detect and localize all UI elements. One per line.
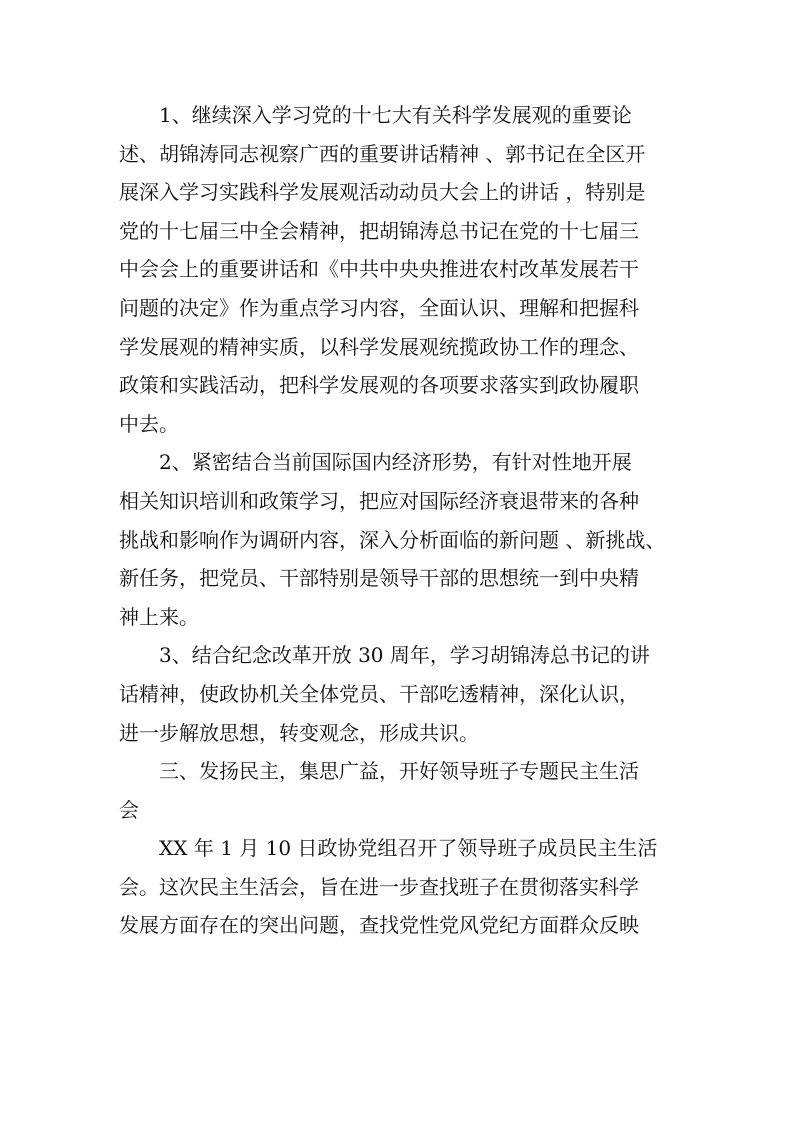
text-line: 述、胡锦涛同志视察广西的重要讲话精神 、郭书记在全区开 (119, 141, 646, 166)
text-line: 会。这次民主生活会，旨在进一步查找班子在贯彻落实科学 (119, 874, 639, 899)
text-line: 中去。 (119, 411, 179, 436)
text-line: 2、紧密结合当前国际国内经济形势，有针对性地开展 (159, 450, 632, 475)
text-line: 挑战和影响作为调研内容，深入分析面临的新问题 、新挑战、 (119, 527, 666, 552)
text-line: 学发展观的精神实质，以科学发展观统揽政协工作的理念、 (119, 334, 639, 359)
section-heading-line: 会 (119, 797, 139, 822)
text-line: 相关知识培训和政策学习，把应对国际经济衰退带来的各种 (119, 488, 639, 513)
text-line: 发展方面存在的突出问题，查找党性党风党纪方面群众反映 (119, 913, 639, 938)
text-line: 神上来。 (119, 604, 199, 629)
text-line: 进一步解放思想，转变观念，形成共识。 (119, 720, 479, 745)
text-line: 话精神，使政协机关全体党员、干部吃透精神，深化认识， (119, 681, 639, 706)
section-heading-line: 三、发扬民主，集思广益，开好领导班子专题民主生活 (159, 759, 639, 784)
text-line: 3、结合纪念改革开放 30 周年，学习胡锦涛总书记的讲 (159, 643, 650, 668)
text-line: 政策和实践活动，把科学发展观的各项要求落实到政协履职 (119, 373, 639, 398)
text-line: 新任务，把党员、干部特别是领导干部的思想统一到中央精 (119, 566, 639, 591)
text-line: 中会会上的重要讲话和《中共中央央推进农村改革发展若干 (119, 257, 639, 282)
text-line: 1、继续深入学习党的十七大有关科学发展观的重要论 (159, 103, 632, 127)
text-line: 党的十七届三中全会精神，把胡锦涛总书记在党的十七届三 (119, 218, 639, 243)
document-body (119, 96, 679, 945)
text-line: XX 年 1 月 10 日政协党组召开了领导班子成员民主生活 (159, 836, 658, 861)
text-line: 展深入学习实践科学发展观活动动员大会上的讲话 ，特别是 (119, 180, 646, 205)
text-line: 问题的决定》作为重点学习内容，全面认识、理解和把握科 (119, 295, 639, 320)
